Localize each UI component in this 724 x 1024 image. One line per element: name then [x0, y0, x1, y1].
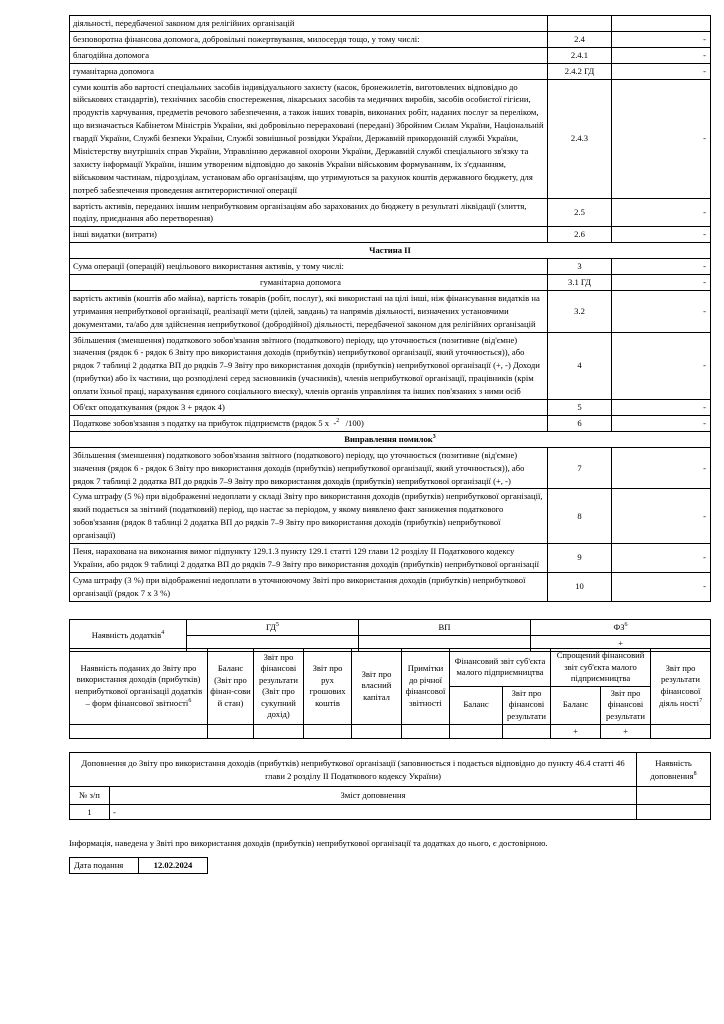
- corrections-sup: 3: [432, 433, 436, 440]
- rows_top-value: -: [612, 79, 711, 198]
- report-row: [70, 332, 711, 399]
- rows_top-text: вартість активів, переданих іншим неприбутковим організаціям або зарахованих до бюджету в результаті ліквідації (злиття, поділу, приєднання або перетворення): [70, 198, 548, 227]
- row6-sup: 2: [336, 418, 340, 425]
- rows_corr-code: 7: [548, 447, 612, 489]
- forms-mark: +: [551, 724, 601, 739]
- attachment-fz-mark: +: [531, 635, 711, 651]
- rows_top-value: -: [612, 47, 711, 63]
- submission-date-value: 12.02.2024: [139, 858, 208, 874]
- rows_part2-value: -: [612, 259, 711, 275]
- rows_corr-text: Збільшення (зменшення) податкового зобов'язання звітного (податкового) періоду, що уточнюється (позитивне (від'ємне) значення (рядок 6 - рядок 6 Звіту про використання доходів (прибутків) неприбуткової організації, який уточнюється)), або рядок 7 таблиці 2 додатка ВП до рядків 7–9 Звіту про використання доходів (прибутків) неприбуткової організації (+, -): [70, 447, 548, 489]
- rows_top-code: 2.5: [548, 198, 612, 227]
- row6-text: [70, 415, 548, 431]
- rows_corr-value: -: [612, 489, 711, 544]
- report-row: [70, 572, 711, 601]
- part2-title: Частина II: [70, 243, 711, 259]
- report-row: [70, 400, 711, 416]
- form-activity: Звіт про результати фінансової діяль ності$^7$: [651, 649, 711, 725]
- row6-code: 6: [548, 415, 612, 431]
- report-row: [70, 259, 711, 275]
- row6-text-before: Податкове зобов'язання з податку на прибуток підприємств (рядок 5 х: [73, 417, 330, 428]
- form-simplified-group: Спрощений фінансовий звіт суб'єкта малого підприємництва: [551, 649, 651, 687]
- form-balance: Баланс (Звіт про фінан-сови й стан): [208, 649, 254, 725]
- rows_part2-text: Об'єкт оподаткування (рядок 3 + рядок 4): [70, 400, 548, 416]
- rows_top-text: діяльності, передбаченої законом для релігійних організацій: [70, 16, 548, 32]
- report-row: [70, 31, 711, 47]
- supplements-table: [69, 752, 711, 820]
- corrections-title-cell: [70, 431, 711, 447]
- attachments-label: Наявність додатків$^4$: [70, 620, 187, 652]
- report-row: [70, 198, 711, 227]
- rows_corr-code: 8: [548, 489, 612, 544]
- supplements-content-header: Зміст доповнення: [110, 787, 637, 805]
- report-row: [70, 79, 711, 198]
- form-fin-results: Звіт про фінансові результати (Звіт про сукупний дохід): [254, 649, 304, 725]
- rows_top-value: -: [612, 198, 711, 227]
- financial-forms-table: [69, 648, 711, 739]
- rows_part2-value: -: [612, 275, 711, 291]
- supplement-num: 1: [70, 805, 110, 820]
- rows_corr-text: Сума штрафу (5 %) при відображенні недоплати у складі Звіту про використання доходів (прибутків) неприбуткової організації, який подається за звітний (податковий) період, що настає за періодом, у якому виявлено факт заниження податкового зобов'язання (рядок 8 таблиці 2 додатка ВП до рядків 7–9 Звіту про використання доходів (прибутків) неприбуткової організації): [70, 489, 548, 544]
- forms-mark: [304, 724, 352, 739]
- supplements-presence: Наявність доповнення$^8$: [637, 753, 711, 787]
- rows_corr-value: -: [612, 572, 711, 601]
- submission-date-table: [69, 857, 208, 874]
- report-row: [70, 63, 711, 79]
- report-row: [70, 543, 711, 572]
- form-cash-flow: Звіт про рух грошових коштів: [304, 649, 352, 725]
- rows_top-code: 2.4: [548, 31, 612, 47]
- rows_top-value: -: [612, 31, 711, 47]
- rows_part2-value: -: [612, 332, 711, 399]
- forms-presence-label: Наявність поданих до Звіту про використання доходів (прибутків) неприбуткової організації додатків – форм фінансової звітності$^6$: [70, 649, 208, 725]
- form-simplified-balance: Баланс: [551, 686, 601, 724]
- supplements-num-header: № з/п: [70, 787, 110, 805]
- supplements-title: Доповнення до Звіту про використання доходів (прибутків) неприбуткової організації (заповнюється і подається відповідно до пункту 46.4 статті 46 глави 2 розділу II Податкового кодексу України): [70, 753, 637, 787]
- rows_corr-text: Пеня, нарахована на виконання вимог підпункту 129.1.3 пункту 129.1 статті 129 глави 12 розділу II Податкового кодексу України, або рядок 9 таблиці 2 додатка ВП до рядків 7–9 Звіту про використання доходів (прибутків) неприбуткової організації: [70, 543, 548, 572]
- rows_corr-value: -: [612, 447, 711, 489]
- rows_top-value: [612, 16, 711, 32]
- supplement-empty: [637, 805, 711, 820]
- supplements-empty-cell: [637, 787, 711, 805]
- forms-mark: [651, 724, 711, 739]
- forms-mark: [402, 724, 450, 739]
- rows_part2-code: 3.1 ГД: [548, 275, 612, 291]
- rows_part2-text: гуманітарна допомога: [70, 275, 548, 291]
- form-simplified-results: Звіт про фінансові результати: [601, 686, 651, 724]
- row6-value: -: [612, 415, 711, 431]
- forms-mark: [254, 724, 304, 739]
- report-row: [70, 16, 711, 32]
- rows_top-text: благодійна допомога: [70, 47, 548, 63]
- form-notes: Примітки до річної фінансової звітності: [402, 649, 450, 725]
- rows_top-text: безповоротна фінансова допомога, добровільні пожертвування, милосердя тощо, у тому числі:: [70, 31, 548, 47]
- rows_top-code: 2.4.1: [548, 47, 612, 63]
- accuracy-statement: Інформація, наведена у Звіті про використання доходів (прибутків) неприбуткової організації та додатках до нього, є достовірною.: [69, 838, 548, 848]
- rows_corr-text: Сума штрафу (3 %) при відображенні недоплати в уточнюючому Звіті про використання доходів (прибутків) неприбуткової організації (рядок 7 х 3 %): [70, 572, 548, 601]
- forms-mark: [450, 724, 503, 739]
- corrections-title: Виправлення помилок: [344, 433, 433, 444]
- report-row: [70, 415, 711, 431]
- rows_top-text: гуманітарна допомога: [70, 63, 548, 79]
- rows_part2-code: 5: [548, 400, 612, 416]
- rows_part2-text: вартість активів (коштів або майна), вартість товарів (робіт, послуг), які використані на цілі інші, ніж фінансування видатків на утримання неприбуткової організації, реалізації мети (цілей, завдань) та напрямів діяльності, визначених установчими документами, та/або для здійснення неприбуткової (добродійної) діяльності, передбаченої законом для релігійних організацій: [70, 290, 548, 332]
- supplement-row: [70, 805, 711, 820]
- report-row: [70, 47, 711, 63]
- report-row: [70, 447, 711, 489]
- rows_top-text: суми коштів або вартості спеціальних засобів індивідуального захисту (касок, бронежилетів, виготовлених відповідно до військових стандартів), технічних засобів спостереження, лікарських засобів та медичних виробів, засобів особистої гігієни, продуктів харчування, предметів речового забезпечення, а також інших товарів, виконаних робіт, наданих послуг за переліком, що визначається Кабінетом Міністрів України, які добровільно перераховані (передані) Збройним Силам України, Національній гвардії України, Службі безпеки України, Службі зовнішньої розвідки України, Державній прикордонній службі України, Міністерству внутрішніх справ України, Управлінню державної охорони України, Державній службі спеціального зв'язку та захисту інформації України, іншим утвореним відповідно до законів України військовим формуванням, їх з'єднанням, військовим частинам, підрозділам, установам або організаціям, що утримуються за рахунок коштів державного бюджету, для потреб забезпечення проведення антитерористичної операції: [70, 79, 548, 198]
- forms-mark: +: [601, 724, 651, 739]
- rows_corr-code: 9: [548, 543, 612, 572]
- forms-mark: [208, 724, 254, 739]
- rows_top-code: 2.4.3: [548, 79, 612, 198]
- rows_corr-code: 10: [548, 572, 612, 601]
- forms-mark: [503, 724, 551, 739]
- rows_part2-value: -: [612, 290, 711, 332]
- form-small-balance: Баланс: [450, 686, 503, 724]
- rows_corr-value: -: [612, 543, 711, 572]
- rows_top-code: 2.4.2 ГД: [548, 63, 612, 79]
- rows_top-text: інші видатки (витрати): [70, 227, 548, 243]
- rows_part2-text: Сума операції (операцій) нецільового використання активів, у тому числі:: [70, 259, 548, 275]
- rows_part2-code: 4: [548, 332, 612, 399]
- rows_part2-value: -: [612, 400, 711, 416]
- rows_top-code: [548, 16, 612, 32]
- submission-date-label: Дата подання: [70, 858, 139, 874]
- forms-mark-empty: [70, 724, 208, 739]
- section-header-row: [70, 431, 711, 447]
- rows_part2-text: Збільшення (зменшення) податкового зобов'язання звітного (податкового) періоду, що уточнюється (позитивне (від'ємне) значення (рядок 6 - рядок 6 Звіту про використання доходів (прибутків) неприбуткової організації, який уточнюється)), або рядок 7 таблиці 2 додатка ВП до рядків 7–9 Звіту про використання доходів (прибутків) неприбуткової організації (+, -) Доходи (прибутки) або їх частини, що розподілені серед засновників (учасників), членів неприбуткової організації, працівників (крім оплати їхньої праці, нарахування єдиного соціального внеску), членів органів управління та інших пов'язаних з ними осіб: [70, 332, 548, 399]
- rows_part2-code: 3.2: [548, 290, 612, 332]
- report-row: [70, 290, 711, 332]
- section-header-row: [70, 243, 711, 259]
- form-equity: Звіт про власний капітал: [352, 649, 402, 725]
- attachment-gd: $ГД^5$: [187, 620, 359, 636]
- report-row: [70, 489, 711, 544]
- row6-text-after: /100): [345, 417, 364, 428]
- report-row: [70, 275, 711, 291]
- rows_top-value: -: [612, 63, 711, 79]
- rows_part2-code: 3: [548, 259, 612, 275]
- form-small-results: Звіт про фінансові результати: [503, 686, 551, 724]
- row6-dash: -: [333, 417, 337, 428]
- attachments-table: [69, 619, 711, 652]
- report-main-table: [69, 15, 711, 602]
- attachment-fz: $ФЗ^6$: [531, 620, 711, 636]
- attachment-vp: ВП: [359, 620, 531, 636]
- forms-mark: [352, 724, 402, 739]
- rows_top-value: -: [612, 227, 711, 243]
- rows_top-code: 2.6: [548, 227, 612, 243]
- form-small-group: Фінансовий звіт суб'єкта малого підприємництва: [450, 649, 551, 687]
- report-row: [70, 227, 711, 243]
- supplement-content: -: [110, 805, 637, 820]
